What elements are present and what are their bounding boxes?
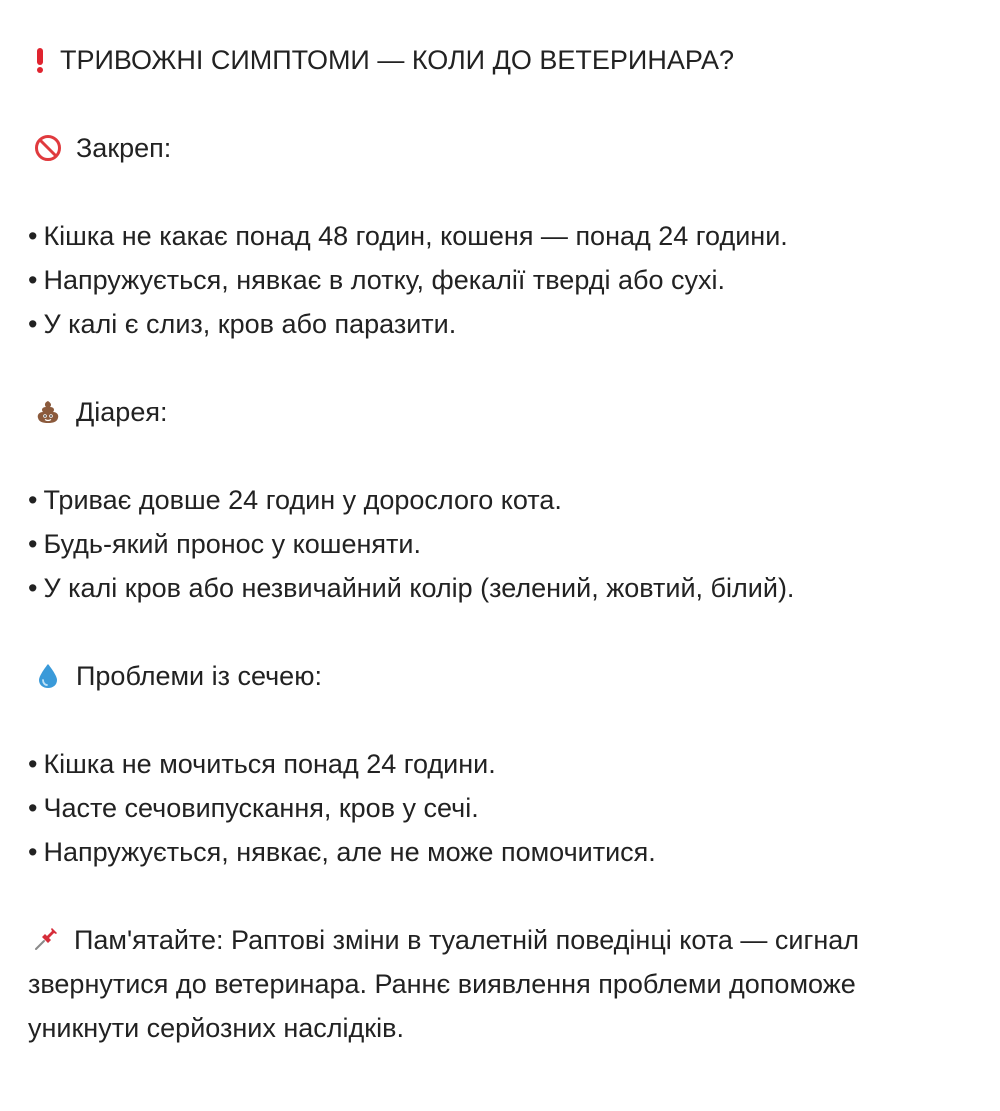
article-body <box>28 38 978 1050</box>
list-item: • Кішка не какає понад 48 годин, кошеня — понад 24 години. <box>28 221 788 251</box>
droplet-icon <box>34 662 62 690</box>
section-heading-constipation <box>34 126 978 170</box>
section-heading-text: Проблеми із сечею: <box>76 661 322 691</box>
list-item: • Часте сечовипускання, кров у сечі. <box>28 793 479 823</box>
section-heading-text: Закреп: <box>76 133 172 163</box>
list-item: • У калі є слиз, кров або паразити. <box>28 309 457 339</box>
list-item: • Триває довше 24 годин у дорослого кота. <box>28 485 562 515</box>
section-heading-text: Діарея: <box>76 397 168 427</box>
page-title-text: ТРИВОЖНІ СИМПТОМИ — КОЛИ ДО ВЕТЕРИНАРА? <box>60 45 735 75</box>
list-item: • Напружується, нявкає, але не може помочитися. <box>28 837 656 867</box>
page-title <box>34 38 978 82</box>
reminder-text: Пам'ятайте: Раптові зміни в туалетній поведінці кота — сигнал звернутися до ветеринара. Раннє виявлення проблеми допоможе уникнути серйозних наслідків. <box>28 925 860 1043</box>
section-heading-urine <box>34 654 978 698</box>
list-item: • У калі кров або незвичайний колір (зелений, жовтий, білий). <box>28 573 795 603</box>
prohibited-icon <box>34 134 62 162</box>
list-item: • Будь-який пронос у кошеняти. <box>28 529 421 559</box>
reminder-note <box>28 918 908 1050</box>
exclamation-icon <box>34 46 46 74</box>
list-item: • Кішка не мочиться понад 24 години. <box>28 749 496 779</box>
symptom-list-constipation <box>28 214 978 346</box>
pushpin-icon <box>32 925 60 953</box>
symptom-list-diarrhea <box>28 478 978 610</box>
list-item: • Напружується, нявкає в лотку, фекалії тверді або сухі. <box>28 265 725 295</box>
poo-icon <box>34 398 62 426</box>
section-heading-diarrhea <box>34 390 978 434</box>
symptom-list-urine <box>28 742 978 874</box>
